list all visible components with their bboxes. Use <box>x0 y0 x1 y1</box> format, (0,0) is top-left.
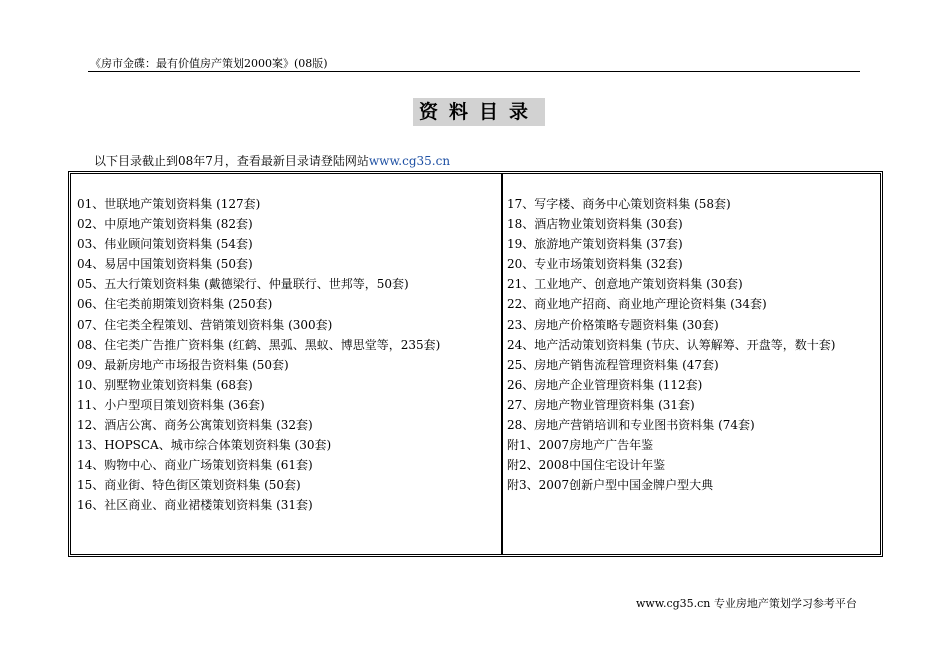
intro-line <box>94 152 450 169</box>
catalog-item: 24、地产活动策划资料集 (节庆、认筹解筹、开盘等，数十套) <box>507 337 836 352</box>
catalog-item: 16、社区商业、商业裙楼策划资料集 (31套) <box>77 498 313 513</box>
appendix-item: 附1、2007房地产广告年鉴 <box>507 438 654 453</box>
catalog-item: 28、房地产营销培训和专业图书资料集 (74套) <box>507 418 755 433</box>
catalog-item: 01、世联地产策划资料集 (127套) <box>77 197 261 211</box>
catalog-item: 10、别墅物业策划资料集 (68套) <box>77 377 253 392</box>
catalog-item: 04、易居中国策划资料集 (50套) <box>77 257 253 272</box>
header-divider <box>88 71 860 72</box>
catalog-item: 09、最新房地产市场报告资料集 (50套) <box>77 357 289 372</box>
catalog-item: 18、酒店物业策划资料集 (30套) <box>507 217 683 232</box>
catalog-item: 17、写字楼、商务中心策划资料集 (58套) <box>507 197 731 211</box>
appendix-item: 附3、2007创新户型中国金牌户型大典 <box>507 478 714 493</box>
appendix-item: 附2、2008中国住宅设计年鉴 <box>507 458 666 473</box>
catalog-item: 12、酒店公寓、商务公寓策划资料集 (32套) <box>77 418 313 433</box>
page-footer: www.cg35.cn 专业房地产策划学习参考平台 <box>636 597 857 610</box>
catalog-right-column <box>507 194 835 495</box>
catalog-item: 25、房地产销售流程管理资料集 (47套) <box>507 357 719 372</box>
intro-text: 以下目录截止到08年7月，查看最新目录请登陆网站 <box>94 154 369 168</box>
catalog-item: 26、房地产企业管理资料集 (112套) <box>507 377 703 392</box>
catalog-item: 27、房地产物业管理资料集 (31套) <box>507 397 695 412</box>
catalog-item: 20、专业市场策划资料集 (32套) <box>507 257 683 272</box>
catalog-item: 08、住宅类广告推广资料集 (红鹤、黑弧、黑蚁、博思堂等，235套) <box>77 337 441 352</box>
website-link[interactable]: www.cg35.cn <box>368 154 451 168</box>
catalog-item: 03、伟业顾问策划资料集 (54套) <box>77 237 253 252</box>
catalog-item: 23、房地产价格策略专题资料集 (30套) <box>507 317 719 332</box>
catalog-table <box>68 171 883 557</box>
catalog-item: 21、工业地产、创意地产策划资料集 (30套) <box>507 277 743 292</box>
column-divider <box>501 174 503 554</box>
catalog-item: 19、旅游地产策划资料集 (37套) <box>507 237 683 252</box>
catalog-item: 14、购物中心、商业广场策划资料集 (61套) <box>77 458 313 473</box>
catalog-item: 15、商业街、特色街区策划资料集 (50套) <box>77 478 301 493</box>
catalog-item: 13、HOPSCA、城市综合体策划资料集 (30套) <box>77 438 332 453</box>
catalog-left-column <box>77 194 440 516</box>
catalog-item: 06、住宅类前期策划资料集 (250套) <box>77 297 273 312</box>
catalog-item: 05、五大行策划资料集 (戴德梁行、仲量联行、世邦等，50套) <box>77 277 409 292</box>
catalog-item: 11、小户型项目策划资料集 (36套) <box>77 397 265 412</box>
page-title: 资料目录 <box>413 98 545 126</box>
catalog-item: 22、商业地产招商、商业地产理论资料集 (34套) <box>507 297 767 312</box>
catalog-item: 02、中原地产策划资料集 (82套) <box>77 217 253 232</box>
page-header: 《房市金碟：最有价值房产策划2000案》(08版) <box>90 57 328 70</box>
catalog-item: 07、住宅类全程策划、营销策划资料集 (300套) <box>77 317 333 332</box>
